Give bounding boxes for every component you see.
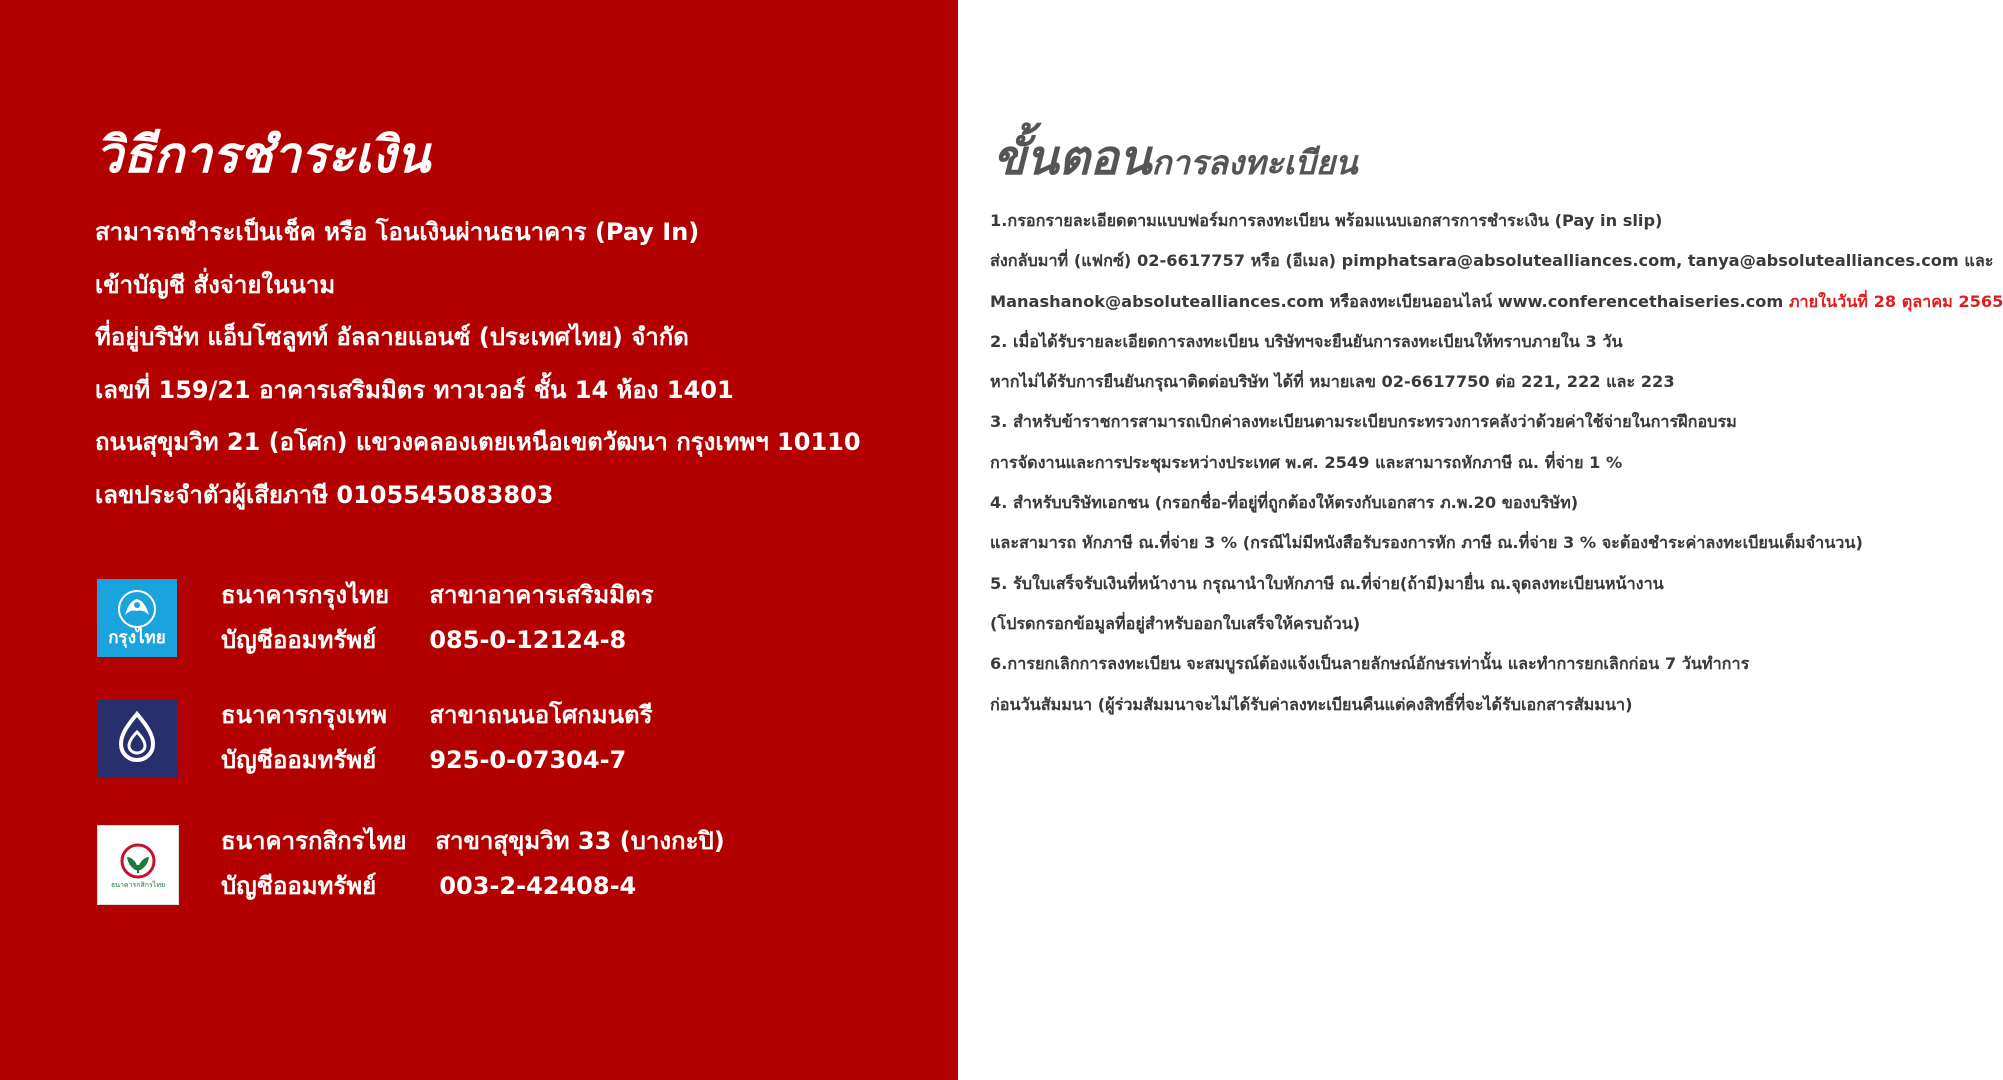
bank-krungthai <box>97 579 917 661</box>
kasikorn-leaf-icon <box>118 841 158 881</box>
krungthai-bird-icon <box>115 589 159 629</box>
payment-line: ที่อยู่บริษัท แอ็บโซลูทท์ อัลลายแอนซ์ (ประเทศไทย) จำกัด <box>95 323 689 351</box>
bank-account-row <box>221 738 652 783</box>
step-line: ส่งกลับมาที่ (แฟกซ์) 02-6617757 หรือ (อีเมล) pimphatsara@absolutealliances.com, tanya@absolutealliances.com และ <box>990 251 1994 271</box>
account-number: 925-0-07304-7 <box>429 746 627 774</box>
bank-bangkok <box>97 699 917 781</box>
bank-name-row <box>221 819 725 864</box>
bank-info <box>221 693 652 783</box>
account-number: 003-2-42408-4 <box>439 872 637 900</box>
bank-name-row <box>221 693 652 738</box>
step-line: 6.การยกเลิกการลงทะเบียน จะสมบูรณ์ต้องแจ้งเป็นลายลักษณ์อักษรเท่านั้น และทำการยกเลิกก่อน 7 วันทำการ <box>990 654 1750 674</box>
kasikorn-bank-logo-icon <box>97 825 179 905</box>
registration-deadline: ภายในวันที่ 28 ตุลาคม 2565 <box>1788 291 2003 311</box>
bank-info <box>221 573 654 663</box>
account-type: บัญชีออมทรัพย์ <box>221 746 377 774</box>
bank-info <box>221 819 725 909</box>
payment-line: ถนนสุขุมวิท 21 (อโศก) แขวงคลองเตยเหนือเขตวัฒนา กรุงเทพฯ 10110 <box>95 428 861 456</box>
registration-title-sub: การลงทะเบียน <box>1151 143 1358 182</box>
payment-line: เลขประจำตัวผู้เสียภาษี 0105545083803 <box>95 480 554 509</box>
payment-title: วิธีการชำระเงิน <box>95 126 431 184</box>
kasikorn-logo-caption: ธนาคารกสิกรไทย <box>110 881 166 889</box>
bank-branch: สาขาสุขุมวิท 33 (บางกะปิ) <box>435 827 725 855</box>
registration-title <box>993 128 1358 193</box>
step-line: หากไม่ได้รับการยืนยันกรุณาติดต่อบริษัท ได้ที่ หมายเลข 02-6617750 ต่อ 221, 222 และ 223 <box>990 372 1675 392</box>
bank-account-row <box>221 864 725 909</box>
step-line: 2. เมื่อได้รับรายละเอียดการลงทะเบียน บริษัทฯจะยืนยันการลงทะเบียนให้ทราบภายใน 3 วัน <box>990 331 1623 351</box>
step-line: Manashanok@absolutealliances.com หรือลงทะเบียนออนไลน์ www.conferencethaiseries.com ภายในวันที่ 28 ตุลาคม 2565 <box>990 291 2003 311</box>
bank-name: ธนาคารกรุงไทย <box>221 581 390 609</box>
step-line: 5. รับใบเสร็จรับเงินที่หน้างาน กรุณานำใบหักภาษี ณ.ที่จ่าย(ถ้ามี)มายื่น ณ.จุดลงทะเบียนหน้างาน <box>990 573 1664 593</box>
payment-line: เลขที่ 159/21 อาคารเสริมมิตร ทาวเวอร์ ชั้น 14 ห้อง 1401 <box>95 375 734 404</box>
account-type: บัญชีออมทรัพย์ <box>221 872 377 900</box>
payment-line: สามารถชำระเป็นเช็ค หรือ โอนเงินผ่านธนาคาร (Pay In) <box>95 218 700 246</box>
bank-account-row <box>221 618 654 663</box>
payment-line: เข้าบัญชี สั่งจ่ายในนาม <box>95 270 336 299</box>
bangkok-bank-logo-icon <box>97 699 177 777</box>
step-line: 3. สำหรับข้าราชการสามารถเบิกค่าลงทะเบียนตามระเบียบกระทรวงการคลังว่าด้วยค่าใช้จ่ายในการฝึกอบรม <box>990 412 1737 432</box>
bank-name: ธนาคารกสิกรไทย <box>221 827 407 855</box>
krungthai-bank-logo-icon <box>97 579 177 657</box>
step-line: การจัดงานและการประชุมระหว่างประเทศ พ.ศ. 2549 และสามารถหักภาษี ณ. ที่จ่าย 1 % <box>990 452 1623 472</box>
step-line: และสามารถ หักภาษี ณ.ที่จ่าย 3 % (กรณีไม่มีหนังสือรับรองการหัก ภาษี ณ.ที่จ่าย 3 % จะต้องชำระค่าลงทะเบียนเต็มจำนวน) <box>990 533 1863 553</box>
bank-name: ธนาคารกรุงเทพ <box>221 701 387 729</box>
bangkok-bank-lotus-icon <box>115 710 159 766</box>
account-type: บัญชีออมทรัพย์ <box>221 626 377 654</box>
payment-details <box>95 210 935 525</box>
registration-title-main: ขั้นตอน <box>993 130 1152 186</box>
account-number: 085-0-12124-8 <box>429 626 627 654</box>
step-line: ก่อนวันสัมมนา (ผู้ร่วมสัมมนาจะไม่ได้รับค่าลงทะเบียนคืนแต่คงสิทธิ์ที่จะได้รับเอกสารสัมมนา) <box>990 694 1633 714</box>
krungthai-logo-caption: กรุงไทย <box>108 628 166 648</box>
bank-branch: สาขาอาคารเสริมมิตร <box>429 581 654 609</box>
bank-branch: สาขาถนนอโศกมนตรี <box>429 701 653 729</box>
step-line: 4. สำหรับบริษัทเอกชน (กรอกชื่อ-ที่อยู่ที่ถูกต้องให้ตรงกับเอกสาร ภ.พ.20 ของบริษัท) <box>990 493 1579 513</box>
registration-steps <box>990 205 2003 729</box>
payment-panel <box>0 0 958 1080</box>
step-line: (โปรดกรอกข้อมูลที่อยู่สำหรับออกใบเสร็จให้ครบถ้วน) <box>990 613 1361 633</box>
step-line: 1.กรอกรายละเอียดตามแบบฟอร์มการลงทะเบียน พร้อมแนบเอกสารการชำระเงิน (Pay in slip) <box>990 211 1663 230</box>
bank-kasikorn <box>97 825 917 907</box>
bank-name-row <box>221 573 654 618</box>
